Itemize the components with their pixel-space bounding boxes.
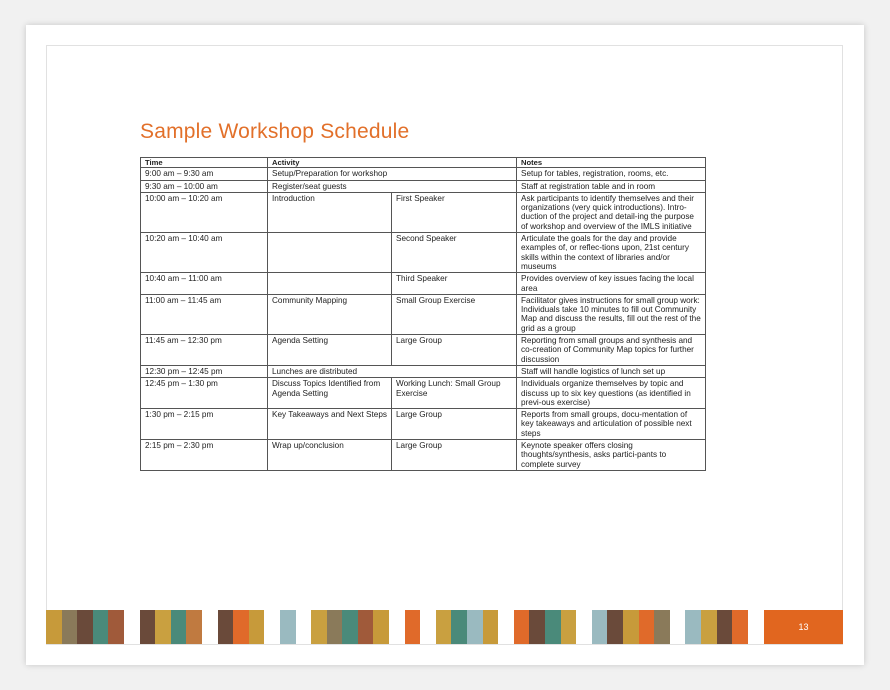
footer-stripe <box>77 610 93 644</box>
footer-stripe <box>327 610 343 644</box>
footer-stripe <box>561 610 577 644</box>
cell-notes: Setup for tables, registration, rooms, etc. <box>517 168 706 180</box>
cell-activity: Setup/Preparation for workshop <box>268 168 517 180</box>
footer-stripe <box>93 610 109 644</box>
footer-stripe <box>748 610 764 644</box>
footer-stripe <box>389 610 405 644</box>
cell-subactivity: Large Group <box>392 440 517 471</box>
cell-time: 10:00 am – 10:20 am <box>141 192 268 232</box>
footer-stripe <box>607 610 623 644</box>
cell-subactivity: Large Group <box>392 409 517 440</box>
cell-subactivity: Second Speaker <box>392 233 517 273</box>
footer-stripe-band <box>46 610 764 644</box>
cell-activity: Community Mapping <box>268 294 392 334</box>
table-row <box>141 233 706 273</box>
page-number: 13 <box>798 622 809 632</box>
cell-activity: Agenda Setting <box>268 335 392 366</box>
cell-time: 10:40 am – 11:00 am <box>141 273 268 295</box>
footer-stripe <box>592 610 608 644</box>
footer-stripe <box>358 610 374 644</box>
cell-activity: Wrap up/conclusion <box>268 440 392 471</box>
schedule-table <box>140 157 706 471</box>
cell-time: 2:15 pm – 2:30 pm <box>141 440 268 471</box>
cell-notes: Staff will handle logistics of lunch set up <box>517 365 706 377</box>
footer-stripe <box>233 610 249 644</box>
cell-notes: Reports from small groups, docu-mentation of key takeaways and articulation of possible next steps <box>517 409 706 440</box>
table-row <box>141 409 706 440</box>
footer-stripe <box>264 610 280 644</box>
footer-stripe <box>218 610 234 644</box>
footer-stripe <box>701 610 717 644</box>
cell-activity: Lunches are distributed <box>268 365 517 377</box>
table-row <box>141 440 706 471</box>
cell-time: 10:20 am – 10:40 am <box>141 233 268 273</box>
header-notes: Notes <box>517 158 706 168</box>
cell-activity: Key Takeaways and Next Steps <box>268 409 392 440</box>
cell-time: 9:30 am – 10:00 am <box>141 180 268 192</box>
cell-notes: Articulate the goals for the day and provide examples of, or reflec-tions upon, 21st century skills within the context of libraries and/or museums <box>517 233 706 273</box>
cell-time: 9:00 am – 9:30 am <box>141 168 268 180</box>
footer-stripe <box>483 610 499 644</box>
cell-notes: Individuals organize themselves by topic and discuss up to six key questions (as identified in previ-ous exercise) <box>517 378 706 409</box>
footer-stripe <box>529 610 545 644</box>
footer-stripe <box>545 610 561 644</box>
header-activity: Activity <box>268 158 517 168</box>
cell-time: 12:30 pm – 12:45 pm <box>141 365 268 377</box>
footer-stripe <box>451 610 467 644</box>
footer-stripe <box>576 610 592 644</box>
cell-notes: Provides overview of key issues facing the local area <box>517 273 706 295</box>
header-time: Time <box>141 158 268 168</box>
cell-notes: Staff at registration table and in room <box>517 180 706 192</box>
table-row <box>141 365 706 377</box>
footer-stripe <box>685 610 701 644</box>
footer-stripe <box>140 610 156 644</box>
footer-stripe <box>46 610 62 644</box>
footer-stripe <box>373 610 389 644</box>
cell-activity: Register/seat guests <box>268 180 517 192</box>
footer-stripe <box>420 610 436 644</box>
cell-subactivity: Small Group Exercise <box>392 294 517 334</box>
footer-stripe <box>654 610 670 644</box>
cell-activity <box>268 233 392 273</box>
page-number-box <box>764 610 843 644</box>
document-page <box>26 25 864 665</box>
footer-stripe <box>62 610 78 644</box>
footer-stripe <box>623 610 639 644</box>
footer-stripe <box>249 610 265 644</box>
footer-stripe <box>717 610 733 644</box>
table-row <box>141 378 706 409</box>
footer-stripe <box>311 610 327 644</box>
cell-activity <box>268 273 392 295</box>
footer-stripe <box>670 610 686 644</box>
cell-activity: Introduction <box>268 192 392 232</box>
footer-stripe <box>514 610 530 644</box>
footer-stripe <box>124 610 140 644</box>
footer-stripe <box>108 610 124 644</box>
footer-stripe <box>405 610 421 644</box>
cell-subactivity: Working Lunch: Small Group Exercise <box>392 378 517 409</box>
table-row <box>141 168 706 180</box>
cell-notes: Ask participants to identify themselves and their organizations (very quick introductions). Intro-duction of the project and detail-ing the purpose of workshop and overview of the IMLS initiative <box>517 192 706 232</box>
footer-stripe <box>342 610 358 644</box>
cell-subactivity: Third Speaker <box>392 273 517 295</box>
cell-notes: Keynote speaker offers closing thoughts/synthesis, asks partici-pants to complete survey <box>517 440 706 471</box>
footer-stripe <box>280 610 296 644</box>
footer-stripe <box>296 610 312 644</box>
table-row <box>141 335 706 366</box>
footer-stripe <box>171 610 187 644</box>
cell-subactivity: First Speaker <box>392 192 517 232</box>
footer-stripe <box>436 610 452 644</box>
page-title: Sample Workshop Schedule <box>140 120 410 143</box>
footer-stripe <box>467 610 483 644</box>
cell-subactivity: Large Group <box>392 335 517 366</box>
table-header-row <box>141 158 706 168</box>
footer-stripe <box>639 610 655 644</box>
footer-stripe <box>732 610 748 644</box>
footer-stripe <box>498 610 514 644</box>
cell-time: 11:45 am – 12:30 pm <box>141 335 268 366</box>
table-row <box>141 192 706 232</box>
cell-time: 12:45 pm – 1:30 pm <box>141 378 268 409</box>
table-row <box>141 180 706 192</box>
cell-notes: Facilitator gives instructions for small group work: Individuals take 10 minutes to fill out Community Map and discuss the results, fill out the rest of the grid as a group <box>517 294 706 334</box>
cell-notes: Reporting from small groups and synthesis and co-creation of Community Map topics for further discussion <box>517 335 706 366</box>
footer-stripe <box>186 610 202 644</box>
cell-time: 1:30 pm – 2:15 pm <box>141 409 268 440</box>
table-row <box>141 273 706 295</box>
footer-stripe <box>202 610 218 644</box>
cell-activity: Discuss Topics Identified from Agenda Setting <box>268 378 392 409</box>
footer-stripe <box>155 610 171 644</box>
cell-time: 11:00 am – 11:45 am <box>141 294 268 334</box>
table-row <box>141 294 706 334</box>
